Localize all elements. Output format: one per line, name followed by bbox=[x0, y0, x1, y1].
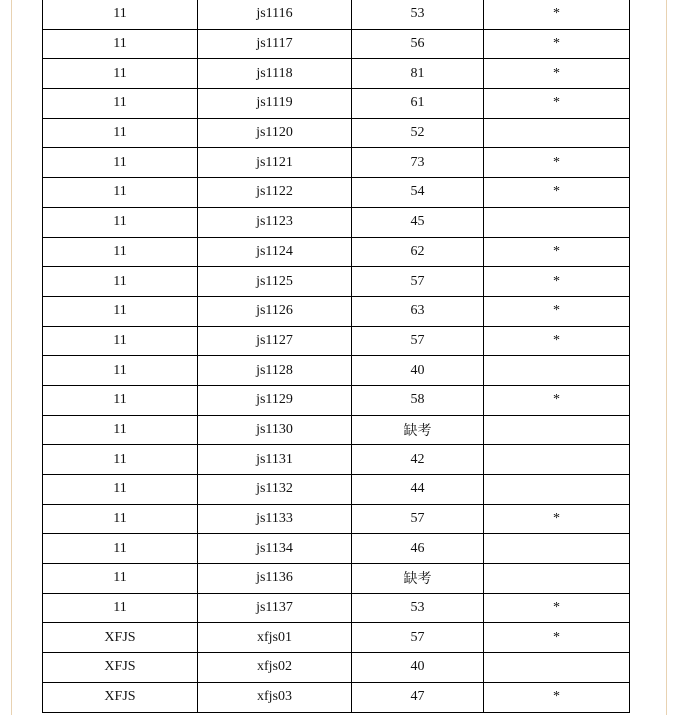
class-cell: 11 bbox=[43, 207, 198, 237]
score-cell: 61 bbox=[352, 89, 484, 119]
table-row bbox=[43, 445, 630, 475]
score-cell: 57 bbox=[352, 267, 484, 297]
table-row bbox=[43, 356, 630, 386]
class-cell: 11 bbox=[43, 89, 198, 119]
mark-cell: * bbox=[484, 385, 630, 415]
class-cell: 11 bbox=[43, 326, 198, 356]
mark-cell bbox=[484, 118, 630, 148]
table-row bbox=[43, 564, 630, 594]
table-row bbox=[43, 267, 630, 297]
id-cell: js1123 bbox=[198, 207, 352, 237]
score-cell: 40 bbox=[352, 653, 484, 683]
score-cell: 40 bbox=[352, 356, 484, 386]
id-cell: js1116 bbox=[198, 0, 352, 29]
class-cell: 11 bbox=[43, 475, 198, 505]
class-cell: 11 bbox=[43, 593, 198, 623]
score-cell: 缺考 bbox=[352, 564, 484, 594]
table-row bbox=[43, 178, 630, 208]
id-cell: js1128 bbox=[198, 356, 352, 386]
score-cell: 56 bbox=[352, 29, 484, 59]
score-cell: 53 bbox=[352, 593, 484, 623]
table-row bbox=[43, 682, 630, 712]
score-cell: 57 bbox=[352, 326, 484, 356]
mark-cell bbox=[484, 445, 630, 475]
id-cell: js1124 bbox=[198, 237, 352, 267]
class-cell: 11 bbox=[43, 356, 198, 386]
score-cell: 53 bbox=[352, 0, 484, 29]
id-cell: js1126 bbox=[198, 296, 352, 326]
mark-cell: * bbox=[484, 0, 630, 29]
table-row bbox=[43, 59, 630, 89]
table-row bbox=[43, 415, 630, 445]
mark-cell: * bbox=[484, 504, 630, 534]
table-row bbox=[43, 237, 630, 267]
score-cell: 46 bbox=[352, 534, 484, 564]
class-cell: 11 bbox=[43, 237, 198, 267]
score-cell: 62 bbox=[352, 237, 484, 267]
mark-cell: * bbox=[484, 59, 630, 89]
score-cell: 47 bbox=[352, 682, 484, 712]
class-cell: 11 bbox=[43, 534, 198, 564]
score-table-body bbox=[43, 0, 630, 712]
score-cell: 63 bbox=[352, 296, 484, 326]
table-row bbox=[43, 623, 630, 653]
class-cell: 11 bbox=[43, 148, 198, 178]
table-row bbox=[43, 326, 630, 356]
id-cell: js1125 bbox=[198, 267, 352, 297]
id-cell: js1119 bbox=[198, 89, 352, 119]
table-row bbox=[43, 0, 630, 29]
mark-cell: * bbox=[484, 682, 630, 712]
table-row bbox=[43, 385, 630, 415]
id-cell: xfjs03 bbox=[198, 682, 352, 712]
table-row bbox=[43, 593, 630, 623]
id-cell: js1130 bbox=[198, 415, 352, 445]
table-row bbox=[43, 207, 630, 237]
id-cell: js1127 bbox=[198, 326, 352, 356]
class-cell: 11 bbox=[43, 118, 198, 148]
id-cell: js1117 bbox=[198, 29, 352, 59]
mark-cell: * bbox=[484, 29, 630, 59]
score-cell: 44 bbox=[352, 475, 484, 505]
mark-cell: * bbox=[484, 267, 630, 297]
mark-cell: * bbox=[484, 623, 630, 653]
mark-cell: * bbox=[484, 237, 630, 267]
table-row bbox=[43, 653, 630, 683]
class-cell: 11 bbox=[43, 296, 198, 326]
id-cell: js1120 bbox=[198, 118, 352, 148]
id-cell: js1129 bbox=[198, 385, 352, 415]
table-row bbox=[43, 148, 630, 178]
score-cell: 81 bbox=[352, 59, 484, 89]
id-cell: js1121 bbox=[198, 148, 352, 178]
class-cell: 11 bbox=[43, 564, 198, 594]
class-cell: 11 bbox=[43, 29, 198, 59]
score-cell: 58 bbox=[352, 385, 484, 415]
class-cell: 11 bbox=[43, 267, 198, 297]
mark-cell bbox=[484, 207, 630, 237]
class-cell: 11 bbox=[43, 504, 198, 534]
score-cell: 52 bbox=[352, 118, 484, 148]
mark-cell bbox=[484, 415, 630, 445]
class-cell: XFJS bbox=[43, 653, 198, 683]
id-cell: js1122 bbox=[198, 178, 352, 208]
table-row bbox=[43, 118, 630, 148]
score-cell: 45 bbox=[352, 207, 484, 237]
id-cell: js1132 bbox=[198, 475, 352, 505]
score-cell: 54 bbox=[352, 178, 484, 208]
table-row bbox=[43, 29, 630, 59]
mark-cell: * bbox=[484, 89, 630, 119]
id-cell: js1131 bbox=[198, 445, 352, 475]
score-cell: 57 bbox=[352, 504, 484, 534]
score-cell: 42 bbox=[352, 445, 484, 475]
class-cell: 11 bbox=[43, 415, 198, 445]
table-row bbox=[43, 534, 630, 564]
id-cell: js1136 bbox=[198, 564, 352, 594]
table-row bbox=[43, 89, 630, 119]
class-cell: 11 bbox=[43, 385, 198, 415]
id-cell: js1118 bbox=[198, 59, 352, 89]
score-table bbox=[42, 0, 630, 713]
mark-cell bbox=[484, 356, 630, 386]
score-cell: 73 bbox=[352, 148, 484, 178]
id-cell: xfjs01 bbox=[198, 623, 352, 653]
class-cell: XFJS bbox=[43, 623, 198, 653]
mark-cell bbox=[484, 475, 630, 505]
mark-cell: * bbox=[484, 178, 630, 208]
score-cell: 缺考 bbox=[352, 415, 484, 445]
mark-cell: * bbox=[484, 593, 630, 623]
id-cell: js1137 bbox=[198, 593, 352, 623]
mark-cell: * bbox=[484, 148, 630, 178]
table-row bbox=[43, 475, 630, 505]
table-row bbox=[43, 296, 630, 326]
mark-cell: * bbox=[484, 296, 630, 326]
class-cell: 11 bbox=[43, 59, 198, 89]
table-row bbox=[43, 504, 630, 534]
class-cell: XFJS bbox=[43, 682, 198, 712]
class-cell: 11 bbox=[43, 445, 198, 475]
mark-cell bbox=[484, 653, 630, 683]
mark-cell bbox=[484, 564, 630, 594]
class-cell: 11 bbox=[43, 0, 198, 29]
score-cell: 57 bbox=[352, 623, 484, 653]
id-cell: js1134 bbox=[198, 534, 352, 564]
id-cell: js1133 bbox=[198, 504, 352, 534]
class-cell: 11 bbox=[43, 178, 198, 208]
mark-cell bbox=[484, 534, 630, 564]
page-edge-right bbox=[666, 0, 667, 715]
mark-cell: * bbox=[484, 326, 630, 356]
id-cell: xfjs02 bbox=[198, 653, 352, 683]
page-edge-left bbox=[11, 0, 12, 715]
